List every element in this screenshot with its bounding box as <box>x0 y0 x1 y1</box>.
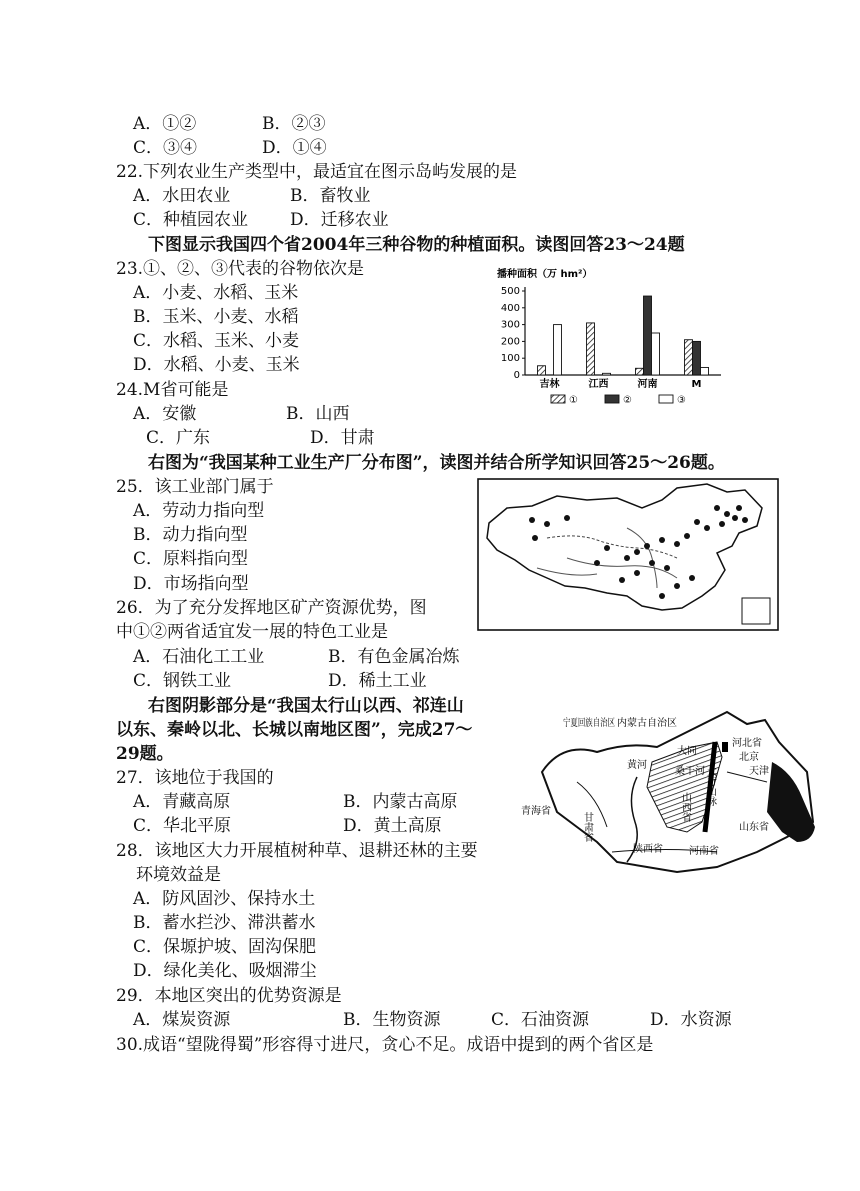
q24-option-b: B．山西 <box>286 404 350 424</box>
label-shandong: 山东省 <box>739 822 769 833</box>
q29-option-b: B．生物资源 <box>343 1010 441 1030</box>
q25-stem: 25．该工业部门属于 <box>116 477 274 497</box>
chart-y-tick-label: 300 <box>500 319 520 331</box>
label-shaanxi: 陕西省 <box>633 844 663 855</box>
q24-stem: 24.M省可能是 <box>116 380 229 400</box>
chart-bar-1-3 <box>636 368 644 375</box>
chart-x-tick-label: 河南 <box>637 379 658 390</box>
chart-bar-1-4 <box>685 340 693 375</box>
q26-option-b: B．有色金属冶炼 <box>328 647 460 667</box>
q24-option-d: D．甘肃 <box>310 428 375 448</box>
q25-option-b: B．动力指向型 <box>133 525 248 545</box>
chart-ylabel: 播种面积（万 hm²） <box>497 269 593 280</box>
chart-x-tick-label: 江西 <box>588 379 609 390</box>
label-ningxia: 宁夏回族自治区 <box>563 718 633 729</box>
q26-option-a: A．石油化工工业 <box>133 647 265 667</box>
grain-area-bar-chart <box>493 263 733 413</box>
chart-y-tick-label: 500 <box>500 286 520 297</box>
label-huanghe: 黄河 <box>627 760 647 771</box>
chart-bar-2-3 <box>644 296 652 375</box>
q23-option-b: B．玉米、小麦、水稻 <box>133 307 299 327</box>
chart-legend-swatch <box>659 395 673 403</box>
q22-option-c: C．种植园农业 <box>133 210 249 230</box>
q27-stem: 27．该地位于我国的 <box>116 768 274 788</box>
chart-legend-swatch <box>551 395 565 403</box>
q22-option-a: A．水田农业 <box>133 186 231 206</box>
q21-option-a: A．①② <box>133 114 197 134</box>
chart-bar-3-3 <box>652 333 660 375</box>
q26-option-c: C．钢铁工业 <box>133 671 232 691</box>
chart-bar-1-1 <box>538 366 546 375</box>
q26-stem-line1: 26．为了充分发挥地区矿产资源优势，图 <box>116 598 427 618</box>
chart-bar-3-4 <box>701 367 709 375</box>
label-beijing: 北京 <box>739 752 759 763</box>
q24-option-c: C．广东 <box>146 428 211 448</box>
chart-bar-2-4 <box>693 341 701 375</box>
q30-stem: 30.成语“望陇得蜀”形容得寸进尺，贪心不足。成语中提到的两个省区是 <box>116 1035 654 1055</box>
intro-27-29-line1: 右图阴影部分是“我国太行山以西、祁连山 <box>148 696 464 716</box>
q21-option-c: C．③④ <box>133 138 198 158</box>
industry-distribution-map <box>477 478 779 631</box>
q27-option-a: A．青藏高原 <box>133 792 231 812</box>
q23-option-a: A．小麦、水稻、玉米 <box>133 283 299 303</box>
chart-bar-1-2 <box>587 323 595 375</box>
label-sangganhe: 桑干河 <box>675 766 705 777</box>
intro-25-26: 右图为“我国某种工业生产厂分布图”，读图并结合所学知识回答25～26题。 <box>148 453 725 473</box>
q23-stem: 23.①、②、③代表的谷物依次是 <box>116 259 365 279</box>
q28-option-c: C．保塬护坡、固沟保肥 <box>133 937 317 957</box>
q25-option-c: C．原料指向型 <box>133 549 249 569</box>
q29-stem: 29．本地区突出的优势资源是 <box>116 986 342 1006</box>
chart-y-tick-label: 100 <box>500 353 520 365</box>
q29-option-d: D．水资源 <box>650 1010 732 1030</box>
label-tianjin: 天津 <box>749 766 769 777</box>
chart-legend-label: ③ <box>677 395 686 406</box>
label-qinghai: 青海省 <box>521 806 551 817</box>
q21-option-d: D．①④ <box>262 138 327 158</box>
label-taihang: 太行山脉 <box>704 766 716 806</box>
label-datong: 大同 <box>677 746 697 757</box>
q28-stem-line2: 环境效益是 <box>136 865 221 885</box>
label-hebei: 河北省 <box>732 738 762 749</box>
q22-stem: 22.下列农业生产类型中，最适宜在图示岛屿发展的是 <box>116 162 518 182</box>
q22-option-b: B．畜牧业 <box>290 186 371 206</box>
label-gansu: 甘肃省 <box>581 812 593 842</box>
q28-option-b: B．蓄水拦沙、滞洪蓄水 <box>133 913 316 933</box>
chart-x-tick-label: 吉林 <box>539 379 560 390</box>
intro-27-29-line3: 29题。 <box>116 744 174 764</box>
intro-27-29-line2: 以东、秦岭以北、长城以南地区图”，完成27～ <box>116 720 473 740</box>
q28-option-d: D．绿化美化、吸烟滞尘 <box>133 961 317 981</box>
q29-option-c: C．石油资源 <box>491 1010 590 1030</box>
label-neimeng: 内蒙古自治区 <box>617 718 677 729</box>
q25-option-a: A．劳动力指向型 <box>133 501 265 521</box>
chart-bar-3-2 <box>603 373 611 375</box>
chart-y-tick-label: 0 <box>513 370 520 381</box>
chart-legend-label: ① <box>569 395 578 406</box>
q26-stem-line2: 中①②两省适宜发一展的特色工业是 <box>116 622 388 642</box>
label-shanxi: 山西省 <box>679 792 691 822</box>
q27-option-b: B．内蒙古高原 <box>343 792 458 812</box>
q24-option-a: A．安徽 <box>133 404 197 424</box>
chart-x-tick-label: M <box>691 379 702 390</box>
q21-option-b: B．②③ <box>262 114 326 134</box>
loess-plateau-map <box>517 702 821 882</box>
chart-y-tick-label: 400 <box>500 302 520 314</box>
intro-23-24: 下图显示我国四个省2004年三种谷物的种植面积。读图回答23～24题 <box>148 235 685 255</box>
q28-stem-line1: 28．该地区大力开展植树种草、退耕还林的主要 <box>116 841 478 861</box>
q23-option-d: D．水稻、小麦、玉米 <box>133 355 300 375</box>
q25-option-d: D．市场指向型 <box>133 574 249 594</box>
chart-legend-swatch <box>605 395 619 403</box>
chart-legend-label: ② <box>623 395 632 406</box>
q28-option-a: A．防风固沙、保持水土 <box>133 889 316 909</box>
q27-option-c: C．华北平原 <box>133 816 232 836</box>
q22-option-d: D．迁移农业 <box>290 210 389 230</box>
chart-bar-3-1 <box>554 325 562 375</box>
label-henan: 河南省 <box>689 846 719 857</box>
q29-option-a: A．煤炭资源 <box>133 1010 231 1030</box>
chart-y-tick-label: 200 <box>500 336 520 348</box>
q23-option-c: C．水稻、玉米、小麦 <box>133 331 300 351</box>
q26-option-d: D．稀土工业 <box>328 671 427 691</box>
q27-option-d: D．黄土高原 <box>343 816 442 836</box>
